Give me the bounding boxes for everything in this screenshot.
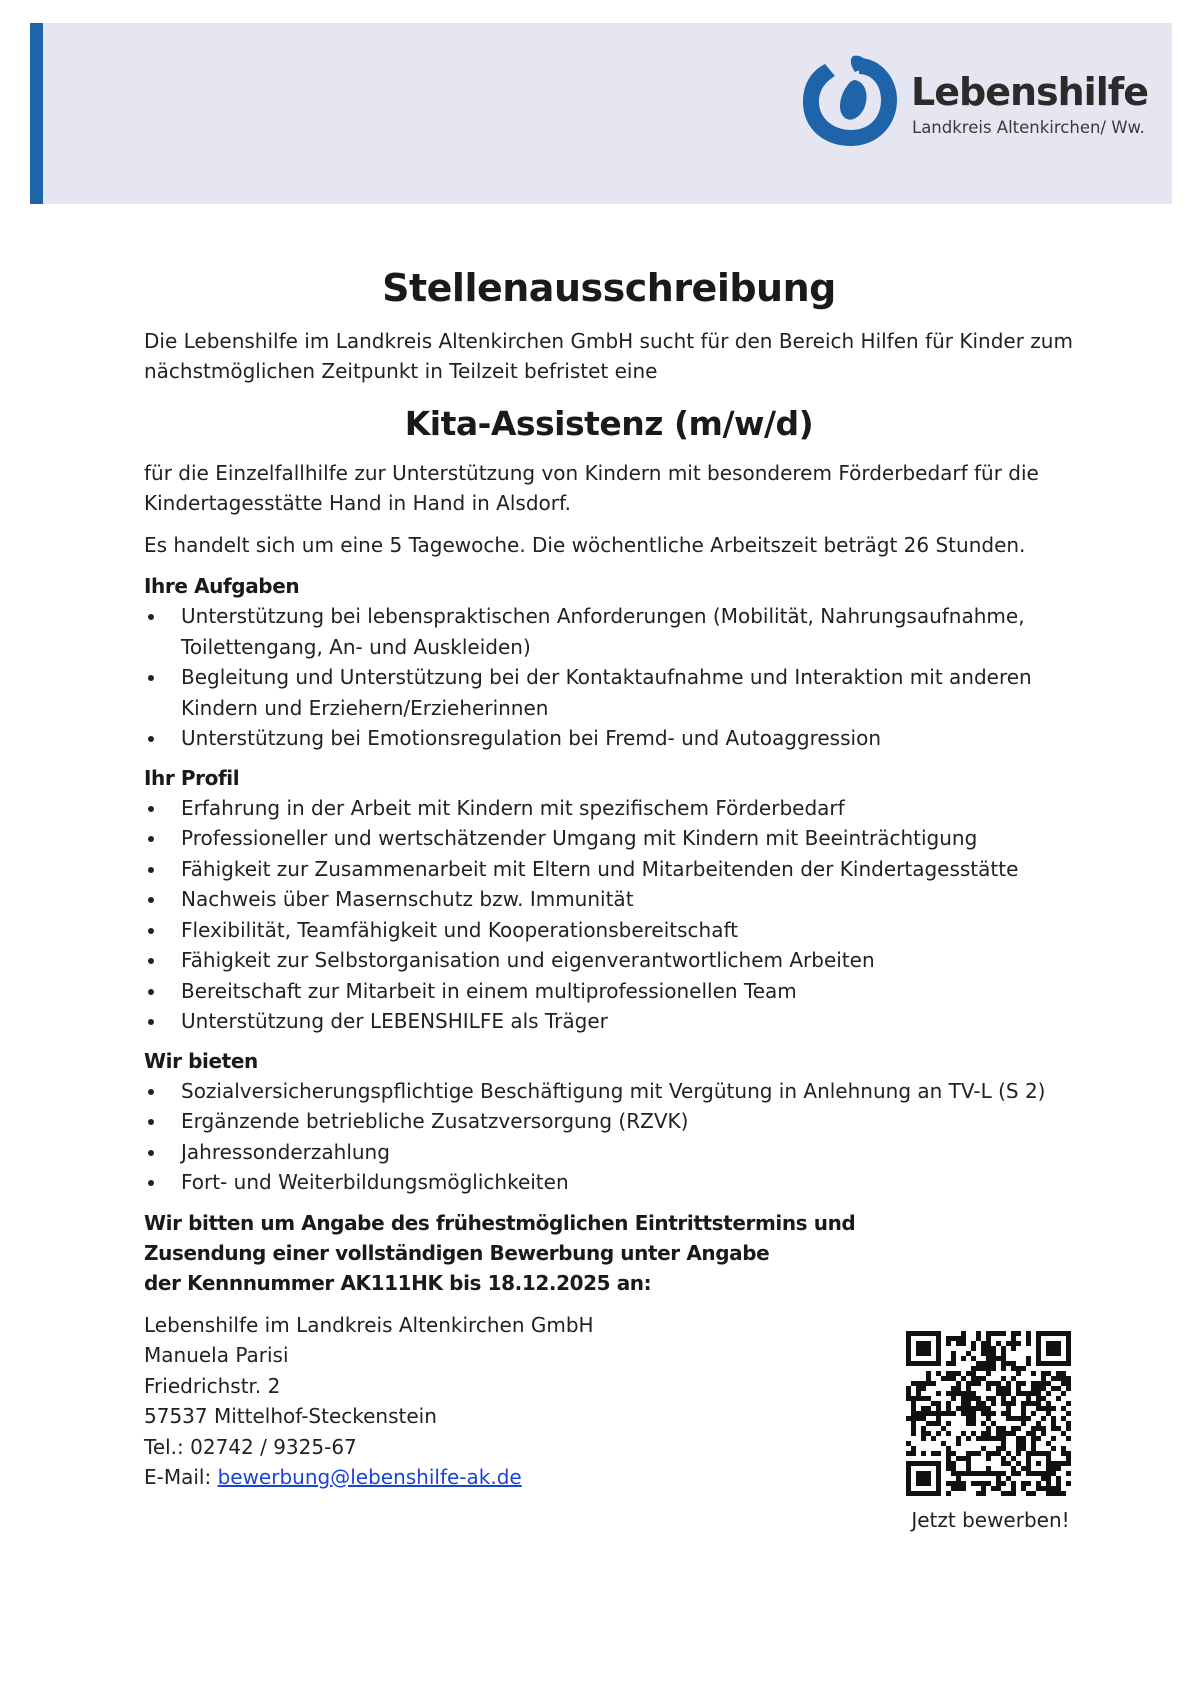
intro-paragraph: Die Lebenshilfe im Landkreis Altenkirchen GmbH sucht für den Bereich Hilfen für Kinder zum nächstmöglichen Zeitpunkt in Teilzeit befristet eine (144, 329, 1073, 383)
list-item: Unterstützung bei lebenspraktischen Anforderungen (Mobilität, Nahrungsaufnahme, Toilettengang, An- und Auskleiden) (144, 601, 1074, 662)
list-item: Fort- und Weiterbildungsmöglichkeiten (144, 1167, 1074, 1198)
application-request-line: Wir bitten um Angabe des frühestmöglichen Eintrittstermins und (144, 1210, 856, 1235)
application-request-line: Zusendung einer vollständigen Bewerbung unter Angabe (144, 1240, 770, 1265)
email-link[interactable]: bewerbung@lebenshilfe-ak.de (217, 1465, 522, 1489)
qr-code-icon[interactable] (906, 1331, 1071, 1496)
application-request (144, 1208, 1074, 1298)
list-item: Unterstützung bei Emotionsregulation bei Fremd- und Autoaggression (144, 723, 1074, 754)
lebenshilfe-logo (799, 52, 1159, 152)
qr-caption: Jetzt bewerben! (911, 1508, 1070, 1532)
list-item: Professioneller und wertschätzender Umgang mit Kindern mit Beeinträchtigung (144, 823, 1074, 854)
contact-street: Friedrichstr. 2 (144, 1373, 281, 1398)
list-item: Erfahrung in der Arbeit mit Kindern mit spezifischem Förderbedarf (144, 793, 1074, 824)
contact-company: Lebenshilfe im Landkreis Altenkirchen GmbH (144, 1312, 594, 1337)
hours-paragraph: Es handelt sich um eine 5 Tagewoche. Die wöchentliche Arbeitszeit beträgt 26 Stunden. (144, 533, 1026, 557)
list-wir-bieten (144, 1076, 1074, 1198)
header-accent-bar (30, 23, 43, 204)
logo-name: Lebenshilfe (911, 70, 1149, 114)
list-item: Flexibilität, Teamfähigkeit und Kooperationsbereitschaft (144, 915, 1074, 946)
logo-subtitle: Landkreis Altenkirchen/ Ww. (912, 118, 1145, 137)
section-heading-wir-bieten: Wir bieten (144, 1048, 258, 1073)
list-item: Jahressonderzahlung (144, 1137, 1074, 1168)
contact-phone: Tel.: 02742 / 9325-67 (144, 1434, 357, 1459)
contact-email-label: E-Mail: (144, 1465, 218, 1489)
position-title: Kita-Assistenz (m/w/d) (404, 404, 814, 443)
list-aufgaben (144, 601, 1074, 754)
list-item: Ergänzende betriebliche Zusatzversorgung (RZVK) (144, 1106, 1074, 1137)
list-item: Bereitschaft zur Mitarbeit in einem multiprofessionellen Team (144, 976, 1074, 1007)
section-heading-aufgaben: Ihre Aufgaben (144, 574, 300, 598)
list-item: Sozialversicherungspflichtige Beschäftigung mit Vergütung in Anlehnung an TV-L (S 2) (144, 1076, 1074, 1107)
section-heading-profil: Ihr Profil (144, 765, 240, 790)
document-body (144, 258, 1074, 1493)
list-item: Fähigkeit zur Selbstorganisation und eigenverantwortlichem Arbeiten (144, 945, 1074, 976)
contact-city: 57537 Mittelhof-Steckenstein (144, 1404, 437, 1428)
list-item: Unterstützung der LEBENSHILFE als Träger (144, 1006, 1074, 1037)
qr-block (898, 1331, 1083, 1532)
list-item: Nachweis über Masernschutz bzw. Immunität (144, 884, 1074, 915)
lebenshilfe-logo-icon (799, 54, 901, 148)
list-item: Fähigkeit zur Zusammenarbeit mit Eltern und Mitarbeitenden der Kindertagesstätte (144, 854, 1074, 885)
contact-person: Manuela Parisi (144, 1343, 289, 1367)
application-request-line: der Kennnummer AK111HK bis 18.12.2025 an: (144, 1270, 652, 1295)
page-title: Stellenausschreibung (382, 266, 836, 310)
description-paragraph: für die Einzelfallhilfe zur Unterstützung von Kindern mit besonderem Förderbedarf für die Kindertagesstätte Hand in Hand in Alsdorf. (144, 461, 1039, 515)
list-item: Begleitung und Unterstützung bei der Kontaktaufnahme und Interaktion mit anderen Kindern und Erziehern/Erzieherinnen (144, 662, 1074, 723)
list-profil (144, 793, 1074, 1037)
